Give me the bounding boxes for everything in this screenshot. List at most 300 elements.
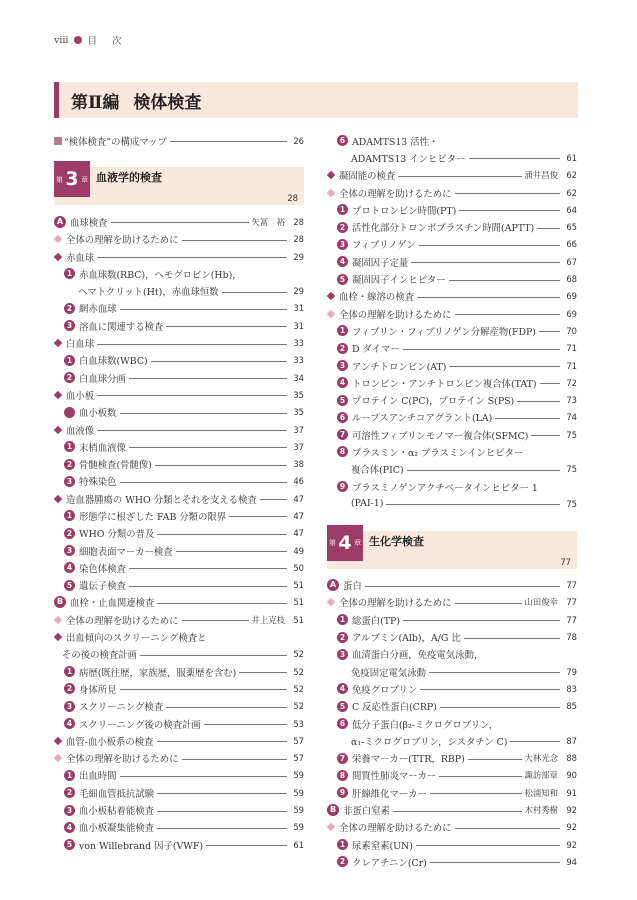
diamond-bullet-icon: [54, 391, 62, 399]
entry-title: 染色体検査: [79, 563, 126, 575]
toc-entry[interactable]: [54, 819, 304, 836]
diamond-bullet-icon: [327, 292, 335, 300]
toc-entry[interactable]: [54, 680, 304, 697]
entry-title: スクリーニング検査: [79, 702, 164, 714]
numbered-circle-icon: 5: [337, 274, 348, 285]
running-head-title: 目 次: [87, 36, 128, 47]
section-letter-icon: B: [54, 596, 66, 608]
dot-leader: [129, 447, 287, 448]
chapter-badge: [327, 525, 363, 561]
entry-title: 細胞表面マーカー検査: [79, 546, 173, 558]
entry-page: 35: [293, 407, 304, 418]
dot-leader: [155, 465, 287, 466]
toc-entry[interactable]: [54, 490, 304, 507]
numbered-circle-icon: 9: [337, 481, 348, 492]
numbered-circle-icon: 2: [337, 632, 348, 643]
toc-entry[interactable]: [54, 663, 304, 680]
dot-leader: [157, 603, 287, 604]
entry-title: α₁-ミクログロブリン，シスタチン C): [351, 736, 508, 748]
entry-author: 矢冨 裕: [251, 216, 285, 227]
entry-page: 92: [566, 839, 577, 850]
dot-leader: [420, 689, 560, 690]
dot-leader: [157, 534, 287, 535]
toc-entry[interactable]: [327, 426, 577, 443]
entry-page: 33: [293, 338, 304, 349]
toc-entry[interactable]: [327, 236, 577, 253]
entry-title: ヘマトクリット(Ht)，赤血球恒数: [78, 287, 219, 299]
toc-column-right: [327, 132, 577, 871]
numbered-circle-icon: 2: [64, 787, 75, 798]
numbered-circle-icon: 1: [337, 325, 348, 336]
toc-entry[interactable]: [327, 836, 577, 853]
toc-entry[interactable]: [327, 663, 577, 680]
dot-leader: [97, 430, 287, 431]
chapter-title: 生化学検査: [369, 534, 424, 548]
entry-title: 出血時間: [79, 771, 117, 783]
entry-author: 木村秀樹: [524, 805, 558, 816]
dot-leader: [97, 395, 287, 396]
toc-entry[interactable]: [327, 167, 577, 184]
toc-entry[interactable]: [327, 715, 577, 732]
numbered-circle-icon: 6: [337, 135, 348, 146]
numbered-circle-icon: 3: [64, 476, 75, 487]
entry-title: 血小板数: [79, 408, 117, 420]
dot-leader: [531, 435, 560, 436]
chapter-band: [54, 167, 304, 205]
part-label: 第Ⅱ編: [71, 92, 120, 113]
diamond-bullet-icon: [327, 171, 335, 179]
diamond-bullet-icon: [327, 823, 335, 831]
entry-title: 全体の理解を助けるために: [66, 615, 179, 627]
toc-entry[interactable]: [54, 698, 304, 715]
dot-leader: [182, 759, 287, 760]
entry-page: 77: [566, 597, 577, 608]
chapter-number: 4: [338, 531, 352, 554]
toc-entry[interactable]: [54, 369, 304, 386]
entry-page: 59: [293, 805, 304, 816]
entry-page: 53: [293, 718, 304, 729]
dot-leader: [170, 141, 287, 142]
toc-entry[interactable]: [327, 461, 577, 478]
diamond-bullet-icon: [54, 633, 62, 641]
dot-leader: [455, 314, 560, 315]
diamond-bullet-icon: [54, 494, 62, 502]
diamond-bullet-icon: [327, 309, 335, 317]
toc-entry[interactable]: [54, 525, 304, 542]
entry-title: “検体検査”の構成マップ: [64, 136, 167, 148]
entry-title: 血小板: [66, 390, 95, 402]
entry-title: 凝固因子インヒビター: [352, 275, 446, 287]
entry-title: プロトロンビン時間(PT): [352, 205, 457, 217]
numbered-circle-icon: 7: [337, 429, 348, 440]
dot-leader: [157, 793, 287, 794]
toc-entry[interactable]: [327, 149, 577, 166]
numbered-circle-icon: 2: [337, 856, 348, 867]
dot-leader: [111, 222, 249, 223]
entry-page: 73: [566, 395, 577, 406]
diamond-bullet-icon: [54, 339, 62, 347]
dot-leader: [403, 349, 560, 350]
entry-page: 67: [566, 256, 577, 267]
entry-page: 38: [293, 459, 304, 470]
numbered-circle-icon: 4: [337, 377, 348, 388]
chapter-prefix: 第: [55, 175, 64, 183]
entry-page: 37: [293, 441, 304, 452]
chapter-badge: [54, 161, 90, 197]
numbered-circle-icon: 1: [64, 441, 75, 452]
entry-title: 造血器腫瘍の WHO 分類とそれを支える検査: [66, 494, 257, 506]
entry-page: 52: [293, 701, 304, 712]
toc-entry[interactable]: [327, 357, 577, 374]
dot-leader: [229, 516, 287, 517]
entry-page: 52: [293, 649, 304, 660]
dot-leader: [386, 504, 560, 505]
toc-entry[interactable]: [327, 732, 577, 749]
entry-page: 50: [293, 562, 304, 573]
entry-page: 51: [293, 597, 304, 608]
chapter-suffix: 章: [80, 175, 89, 183]
entry-title: 白血球: [66, 339, 95, 351]
toc-entry[interactable]: [327, 628, 577, 645]
toc-entry[interactable]: [327, 409, 577, 426]
dot-leader: [157, 741, 287, 742]
chapter-title: 血液学的検査: [96, 171, 162, 185]
entry-page: 85: [566, 701, 577, 712]
dot-leader: [416, 845, 560, 846]
entry-page: 88: [566, 753, 577, 764]
entry-page: 61: [566, 152, 577, 163]
entry-title: von Willebrand 因子(VWF): [79, 840, 204, 852]
entry-page: 72: [566, 377, 577, 388]
toc-entry[interactable]: [327, 391, 577, 408]
dot-leader: [449, 280, 560, 281]
numbered-circle-icon: 5: [64, 580, 75, 591]
toc-entry[interactable]: [54, 386, 304, 403]
dot-leader: [429, 672, 560, 673]
entry-page: 34: [293, 372, 304, 383]
toc-entry[interactable]: [327, 784, 577, 801]
toc-entry[interactable]: [327, 750, 577, 767]
toc-entry[interactable]: [327, 767, 577, 784]
toc-entry[interactable]: [54, 784, 304, 801]
entry-title: プラスミン・α₂ プラスミンインヒビター: [352, 447, 524, 459]
toc-entry[interactable]: [327, 340, 577, 357]
entry-title: スクリーニング後の検査計画: [79, 719, 201, 731]
entry-title: 間質性肺炎マーカー: [352, 771, 437, 783]
entry-page: 62: [566, 170, 577, 181]
toc-entry[interactable]: [54, 559, 304, 576]
entry-page: 52: [293, 683, 304, 694]
entry-page: 83: [566, 683, 577, 694]
toc-entry[interactable]: [54, 132, 304, 149]
toc-entry[interactable]: [327, 680, 577, 697]
numbered-circle-icon: 2: [64, 459, 75, 470]
toc-entry[interactable]: [54, 265, 304, 282]
entry-title: 赤血球: [66, 252, 95, 264]
dot-leader: [540, 383, 560, 384]
toc-entry[interactable]: [54, 231, 304, 248]
toc-entry[interactable]: [54, 421, 304, 438]
dot-leader: [510, 741, 560, 742]
numbered-circle-icon: 7: [337, 753, 348, 764]
entry-title: フィブリノゲン: [352, 240, 416, 252]
numbered-circle-icon: 1: [337, 839, 348, 850]
dot-leader: [537, 228, 560, 229]
dot-leader: [222, 292, 287, 293]
part-title: 検体検査: [133, 92, 202, 113]
entry-page: 78: [566, 632, 577, 643]
entry-title: 白血球数(WBC): [79, 356, 148, 368]
toc-entry[interactable]: [327, 698, 577, 715]
toc-entry[interactable]: [54, 473, 304, 490]
toc-entry[interactable]: [327, 270, 577, 287]
toc-entry[interactable]: [54, 836, 304, 853]
dot-leader: [97, 257, 287, 258]
toc-entry[interactable]: [54, 213, 304, 230]
toc-entry[interactable]: [54, 248, 304, 265]
toc-entry[interactable]: [54, 507, 304, 524]
dot-leader: [439, 776, 521, 777]
numbered-circle-icon: 1: [64, 355, 75, 366]
entry-title: 白血球分画: [79, 373, 126, 385]
dot-leader: [407, 470, 560, 471]
entry-title: 全体の理解を助けるために: [339, 598, 452, 610]
numbered-circle-icon: 3: [337, 649, 348, 660]
dot-leader: [419, 245, 560, 246]
toc-entry[interactable]: [54, 594, 304, 611]
toc-entry[interactable]: [327, 478, 577, 495]
entry-page: 66: [566, 239, 577, 250]
toc-entry[interactable]: [54, 628, 304, 645]
toc-entry[interactable]: [327, 443, 577, 460]
toc-entry[interactable]: [54, 767, 304, 784]
toc-entry[interactable]: [327, 594, 577, 611]
toc-entry[interactable]: [327, 132, 577, 149]
part-banner: [54, 82, 578, 118]
toc-entry[interactable]: [54, 317, 304, 334]
numbered-circle-icon: 3: [337, 239, 348, 250]
diamond-bullet-icon: [54, 616, 62, 624]
dot-leader: [403, 620, 560, 621]
dot-leader: [176, 551, 287, 552]
dot-leader: [151, 361, 287, 362]
entry-page: 28: [293, 234, 304, 245]
chapter-header: [327, 525, 577, 569]
entry-title: 複合体(PIC): [351, 465, 404, 477]
entry-page: 68: [566, 274, 577, 285]
entry-page: 59: [293, 822, 304, 833]
chapter-header: [54, 161, 304, 205]
chapter-page: 77: [560, 556, 571, 567]
section-letter-icon: A: [54, 216, 66, 228]
entry-title: クレアチニン(Cr): [352, 857, 427, 869]
numbered-circle-icon: 4: [337, 683, 348, 694]
part-banner-bar: [54, 82, 59, 118]
entry-title: 血清蛋白分画，免疫電気泳動，: [352, 650, 484, 662]
toc-column-left: [54, 132, 304, 853]
dot-leader: [120, 776, 287, 777]
numbered-circle-icon: 4: [337, 256, 348, 267]
toc-entry[interactable]: [327, 184, 577, 201]
toc-entry[interactable]: [54, 300, 304, 317]
entry-title: トロンビン・アンチトロンビン複合体(TAT): [352, 378, 537, 390]
toc-entry[interactable]: [54, 282, 304, 299]
entry-title: 溶血に関連する検査: [79, 321, 164, 333]
numbered-circle-icon: 1: [64, 666, 75, 677]
entry-page: 31: [293, 303, 304, 314]
toc-entry[interactable]: [54, 577, 304, 594]
toc-entry[interactable]: [327, 253, 577, 270]
toc-entry[interactable]: [327, 322, 577, 339]
entry-title: (PAI-1): [351, 498, 384, 510]
entry-title: 毛細血管抵抗試験: [79, 788, 155, 800]
toc-entry[interactable]: [54, 732, 304, 749]
dot-leader: [157, 811, 287, 812]
diamond-bullet-icon: [54, 754, 62, 762]
entry-title: アンチトロンビン(AT): [352, 361, 447, 373]
dot-leader: [464, 638, 560, 639]
numbered-circle-icon: 5: [337, 395, 348, 406]
entry-page: 47: [293, 510, 304, 521]
entry-page: 33: [293, 355, 304, 366]
toc-entry[interactable]: [54, 801, 304, 818]
dot-leader: [97, 344, 287, 345]
entry-page: 75: [566, 498, 577, 509]
dot-leader: [206, 845, 287, 846]
toc-entry[interactable]: [327, 374, 577, 391]
numbered-circle-icon: 3: [64, 320, 75, 331]
entry-title: WHO 分類の普及: [79, 529, 155, 541]
entry-title: 尿素窒素(UN): [352, 840, 413, 852]
entry-title: 網赤血球: [79, 304, 117, 316]
numbered-circle-icon: 2: [337, 222, 348, 233]
dot-leader: [166, 326, 287, 327]
entry-title: 身体所見: [79, 684, 117, 696]
numbered-circle-icon: 4: [64, 562, 75, 573]
toc-entry[interactable]: [54, 646, 304, 663]
dot-leader: [260, 499, 287, 500]
entry-title: 血小板凝集能検査: [79, 823, 155, 835]
entry-page: 64: [566, 204, 577, 215]
numbered-circle-icon: 8: [337, 446, 348, 457]
toc-entry[interactable]: [327, 611, 577, 628]
toc-entry[interactable]: [54, 750, 304, 767]
toc-entry[interactable]: [54, 611, 304, 628]
toc-entry[interactable]: [54, 438, 304, 455]
entry-title: 凝固能の検査: [339, 171, 396, 183]
numbered-circle-icon: 1: [337, 614, 348, 625]
diamond-bullet-icon: [327, 188, 335, 196]
page-number: viii: [54, 34, 69, 46]
entry-title: アルブミン(Alb)，A/G 比: [352, 633, 461, 645]
entry-title: ループスアンチコアグラント(LA): [352, 413, 493, 425]
chapter-number: 3: [65, 168, 79, 191]
dot-leader: [430, 793, 522, 794]
numbered-circle-icon: 1: [64, 268, 75, 279]
dot-leader: [417, 297, 560, 298]
entry-page: 87: [566, 735, 577, 746]
entry-title: 末梢血液像: [79, 442, 126, 454]
toc-entry[interactable]: [54, 715, 304, 732]
entry-page: 51: [293, 614, 304, 625]
toc-entry[interactable]: [327, 218, 577, 235]
numbered-circle-icon: 4: [64, 718, 75, 729]
dot-leader: [157, 828, 287, 829]
entry-page: 77: [566, 614, 577, 625]
toc-entry[interactable]: [54, 352, 304, 369]
dot-leader: [430, 862, 560, 863]
toc-entry[interactable]: [327, 819, 577, 836]
entry-page: 46: [293, 476, 304, 487]
dot-leader: [468, 759, 522, 760]
entry-page: 92: [566, 822, 577, 833]
entry-page: 29: [293, 251, 304, 262]
toc-entry[interactable]: [327, 495, 577, 512]
section-letter-icon: A: [327, 579, 339, 591]
entry-page: 71: [566, 360, 577, 371]
entry-page: 71: [566, 343, 577, 354]
entry-author: 涌井昌俊: [524, 170, 558, 181]
dot-leader: [166, 707, 287, 708]
numbered-circle-icon: 2: [64, 528, 75, 539]
toc-entry[interactable]: [327, 853, 577, 870]
chapter-suffix: 章: [353, 539, 362, 547]
toc-entry[interactable]: [327, 201, 577, 218]
numbered-circle-icon: 3: [64, 545, 75, 556]
entry-page: 51: [293, 580, 304, 591]
numbered-circle-icon: 1: [64, 510, 75, 521]
dot-leader: [440, 707, 560, 708]
numbered-circle-icon: 3: [337, 360, 348, 371]
entry-page: 28: [293, 216, 304, 227]
numbered-circle-icon: 3: [64, 805, 75, 816]
running-head: [54, 33, 128, 47]
dot-leader: [517, 401, 560, 402]
entry-page: 62: [566, 187, 577, 198]
dot-leader: [129, 568, 287, 569]
dot-leader: [449, 366, 560, 367]
toc-entry[interactable]: [327, 288, 577, 305]
entry-title: 非蛋白窒素: [343, 806, 390, 818]
chapter-prefix: 第: [328, 539, 337, 547]
toc-entry[interactable]: [54, 455, 304, 472]
dot-leader: [239, 672, 287, 673]
dot-leader: [393, 811, 522, 812]
toc-entry[interactable]: [327, 577, 577, 594]
toc-entry[interactable]: [54, 404, 304, 421]
numbered-circle-icon: 1: [337, 204, 348, 215]
entry-title: 蛋白: [343, 581, 362, 593]
entry-title: 形態学に根ざした FAB 分類の限界: [79, 511, 227, 523]
toc-entry[interactable]: [327, 801, 577, 818]
diamond-bullet-icon: [54, 737, 62, 745]
toc-entry[interactable]: [54, 334, 304, 351]
toc-entry[interactable]: [54, 542, 304, 559]
numbered-circle-icon: 3: [64, 701, 75, 712]
entry-page: 52: [293, 666, 304, 677]
toc-entry[interactable]: [327, 305, 577, 322]
entry-page: 74: [566, 412, 577, 423]
dot-leader: [411, 262, 560, 263]
dot-leader: [455, 193, 560, 194]
toc-entry[interactable]: [327, 646, 577, 663]
entry-title: プラスミノゲンアクチベータインヒビター 1: [352, 482, 538, 494]
entry-page: 47: [293, 528, 304, 539]
entry-title: 全体の理解を助けるために: [66, 754, 179, 766]
entry-page: 69: [566, 291, 577, 302]
entry-title: 全体の理解を助けるために: [339, 188, 452, 200]
entry-title: 遺伝子検査: [79, 581, 126, 593]
